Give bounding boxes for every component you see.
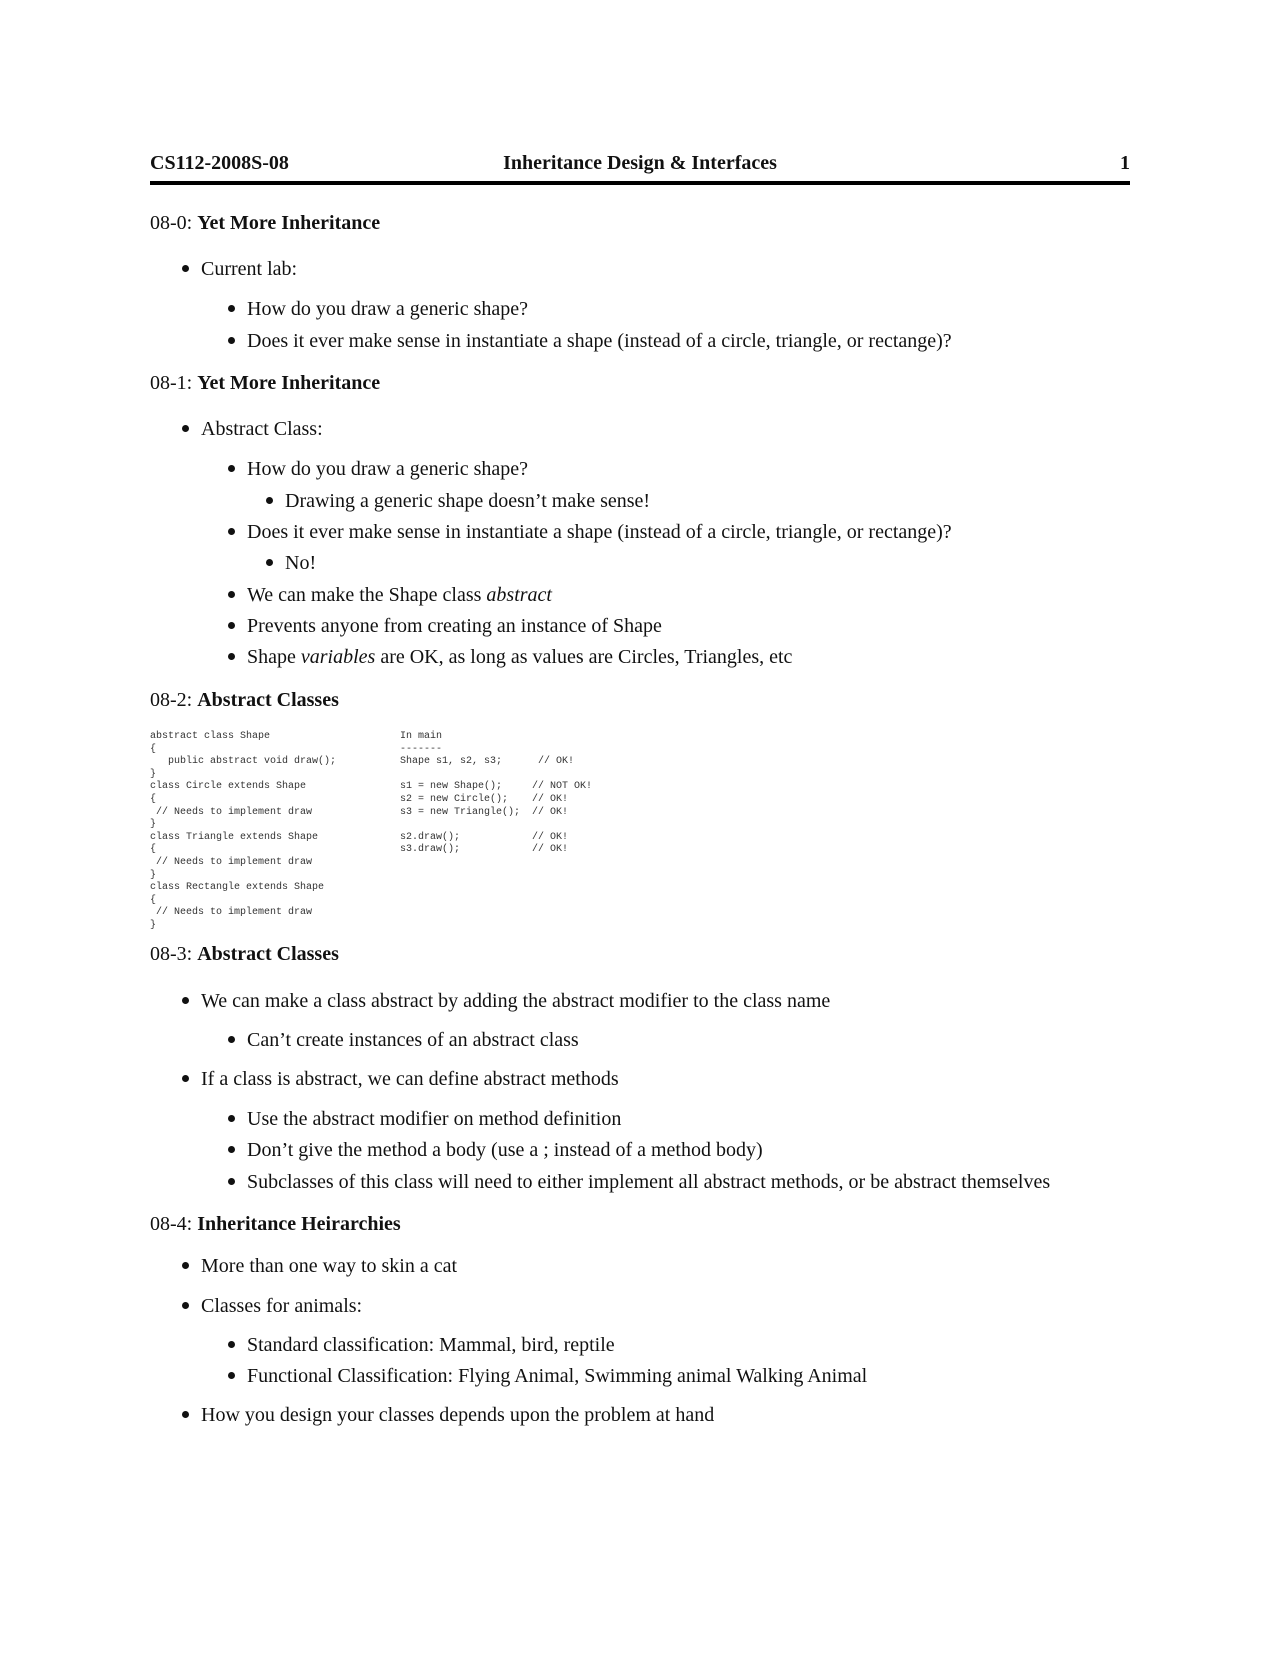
list-item: Standard classification: Mammal, bird, reptile bbox=[228, 1334, 615, 1357]
list-item: Prevents anyone from creating an instance of Shape bbox=[228, 615, 662, 638]
emphasis: variables bbox=[300, 646, 376, 668]
list-item: Does it ever make sense in instantiate a shape (instead of a circle, triangle, or rectange)? bbox=[228, 521, 952, 544]
list-item: If a class is abstract, we can define abstract methods bbox=[182, 1068, 619, 1091]
bullet-icon bbox=[182, 997, 189, 1004]
section-08-1-heading bbox=[150, 372, 380, 395]
list-item: Current lab: bbox=[182, 258, 297, 281]
bullet-icon bbox=[182, 425, 189, 432]
list-item: We can make the Shape class abstract bbox=[228, 584, 552, 607]
list-item: How do you draw a generic shape? bbox=[228, 458, 528, 481]
page-number: 1 bbox=[1120, 152, 1130, 174]
list-item: Does it ever make sense in instantiate a shape (instead of a circle, triangle, or rectange)? bbox=[228, 330, 952, 353]
bullet-icon bbox=[228, 1036, 235, 1043]
list-item: Subclasses of this class will need to either implement all abstract methods, or be abstract themselves bbox=[228, 1171, 1050, 1194]
bullet-icon bbox=[228, 653, 235, 660]
bullet-icon bbox=[228, 591, 235, 598]
bullet-icon bbox=[266, 559, 273, 566]
list-item: Can’t create instances of an abstract class bbox=[228, 1029, 579, 1052]
section-title: Abstract Classes bbox=[197, 943, 339, 965]
section-number: 08-1: bbox=[150, 372, 193, 394]
section-title: Yet More Inheritance bbox=[197, 212, 381, 234]
list-item: Shape variables are OK, as long as values are Circles, Triangles, etc bbox=[228, 646, 792, 669]
bullet-icon bbox=[228, 337, 235, 344]
code-block-main: In main ------- Shape s1, s2, s3; // OK! s1 = new Shape(); // NOT OK! s2 = new Circle(); // OK! s3 = new Triangle(); // OK! s2.draw(); // OK! s3.draw(); // OK! bbox=[400, 731, 593, 856]
bullet-icon bbox=[228, 528, 235, 535]
list-item: Don’t give the method a body (use a ; instead of a method body) bbox=[228, 1139, 763, 1162]
bullet-icon bbox=[182, 1262, 189, 1269]
section-08-0-heading bbox=[150, 212, 380, 235]
section-number: 08-4: bbox=[150, 1213, 193, 1235]
page-header bbox=[150, 152, 1130, 178]
section-08-2-heading bbox=[150, 689, 339, 712]
bullet-icon bbox=[182, 1302, 189, 1309]
bullet-icon bbox=[228, 1372, 235, 1379]
list-item: More than one way to skin a cat bbox=[182, 1255, 457, 1278]
list-item: Use the abstract modifier on method definition bbox=[228, 1108, 621, 1131]
course-code: CS112-2008S-08 bbox=[150, 152, 289, 174]
bullet-icon bbox=[228, 465, 235, 472]
section-number: 08-0: bbox=[150, 212, 193, 234]
bullet-icon bbox=[182, 1075, 189, 1082]
list-item: Abstract Class: bbox=[182, 418, 323, 441]
bullet-icon bbox=[228, 1146, 235, 1153]
section-number: 08-2: bbox=[150, 689, 193, 711]
header-rule bbox=[150, 181, 1130, 185]
list-item: No! bbox=[266, 552, 316, 575]
section-08-3-heading bbox=[150, 943, 339, 966]
section-number: 08-3: bbox=[150, 943, 193, 965]
bullet-icon bbox=[266, 497, 273, 504]
bullet-icon bbox=[228, 1115, 235, 1122]
bullet-icon bbox=[228, 1341, 235, 1348]
bullet-icon bbox=[182, 265, 189, 272]
section-title: Yet More Inheritance bbox=[197, 372, 381, 394]
list-item: How do you draw a generic shape? bbox=[228, 298, 528, 321]
list-item: Classes for animals: bbox=[182, 1295, 362, 1318]
section-title: Abstract Classes bbox=[197, 689, 339, 711]
list-item: Functional Classification: Flying Animal, Swimming animal Walking Animal bbox=[228, 1365, 867, 1388]
bullet-icon bbox=[228, 305, 235, 312]
bullet-icon bbox=[182, 1411, 189, 1418]
list-item: Drawing a generic shape doesn’t make sense! bbox=[266, 490, 650, 513]
section-08-4-heading bbox=[150, 1213, 401, 1236]
emphasis: abstract bbox=[486, 584, 552, 606]
section-title: Inheritance Heirarchies bbox=[197, 1213, 401, 1235]
list-item: How you design your classes depends upon the problem at hand bbox=[182, 1404, 714, 1427]
bullet-icon bbox=[228, 622, 235, 629]
code-block-class-definitions: abstract class Shape { public abstract void draw(); } class Circle extends Shape { // Needs to implement draw } class Triangle extends Shape { // Needs to implement draw } class Rectangle extends Shape { // Needs to implement draw } bbox=[150, 731, 337, 931]
document-title: Inheritance Design & Interfaces bbox=[503, 152, 777, 174]
bullet-icon bbox=[228, 1178, 235, 1185]
list-item: We can make a class abstract by adding the abstract modifier to the class name bbox=[182, 990, 830, 1013]
